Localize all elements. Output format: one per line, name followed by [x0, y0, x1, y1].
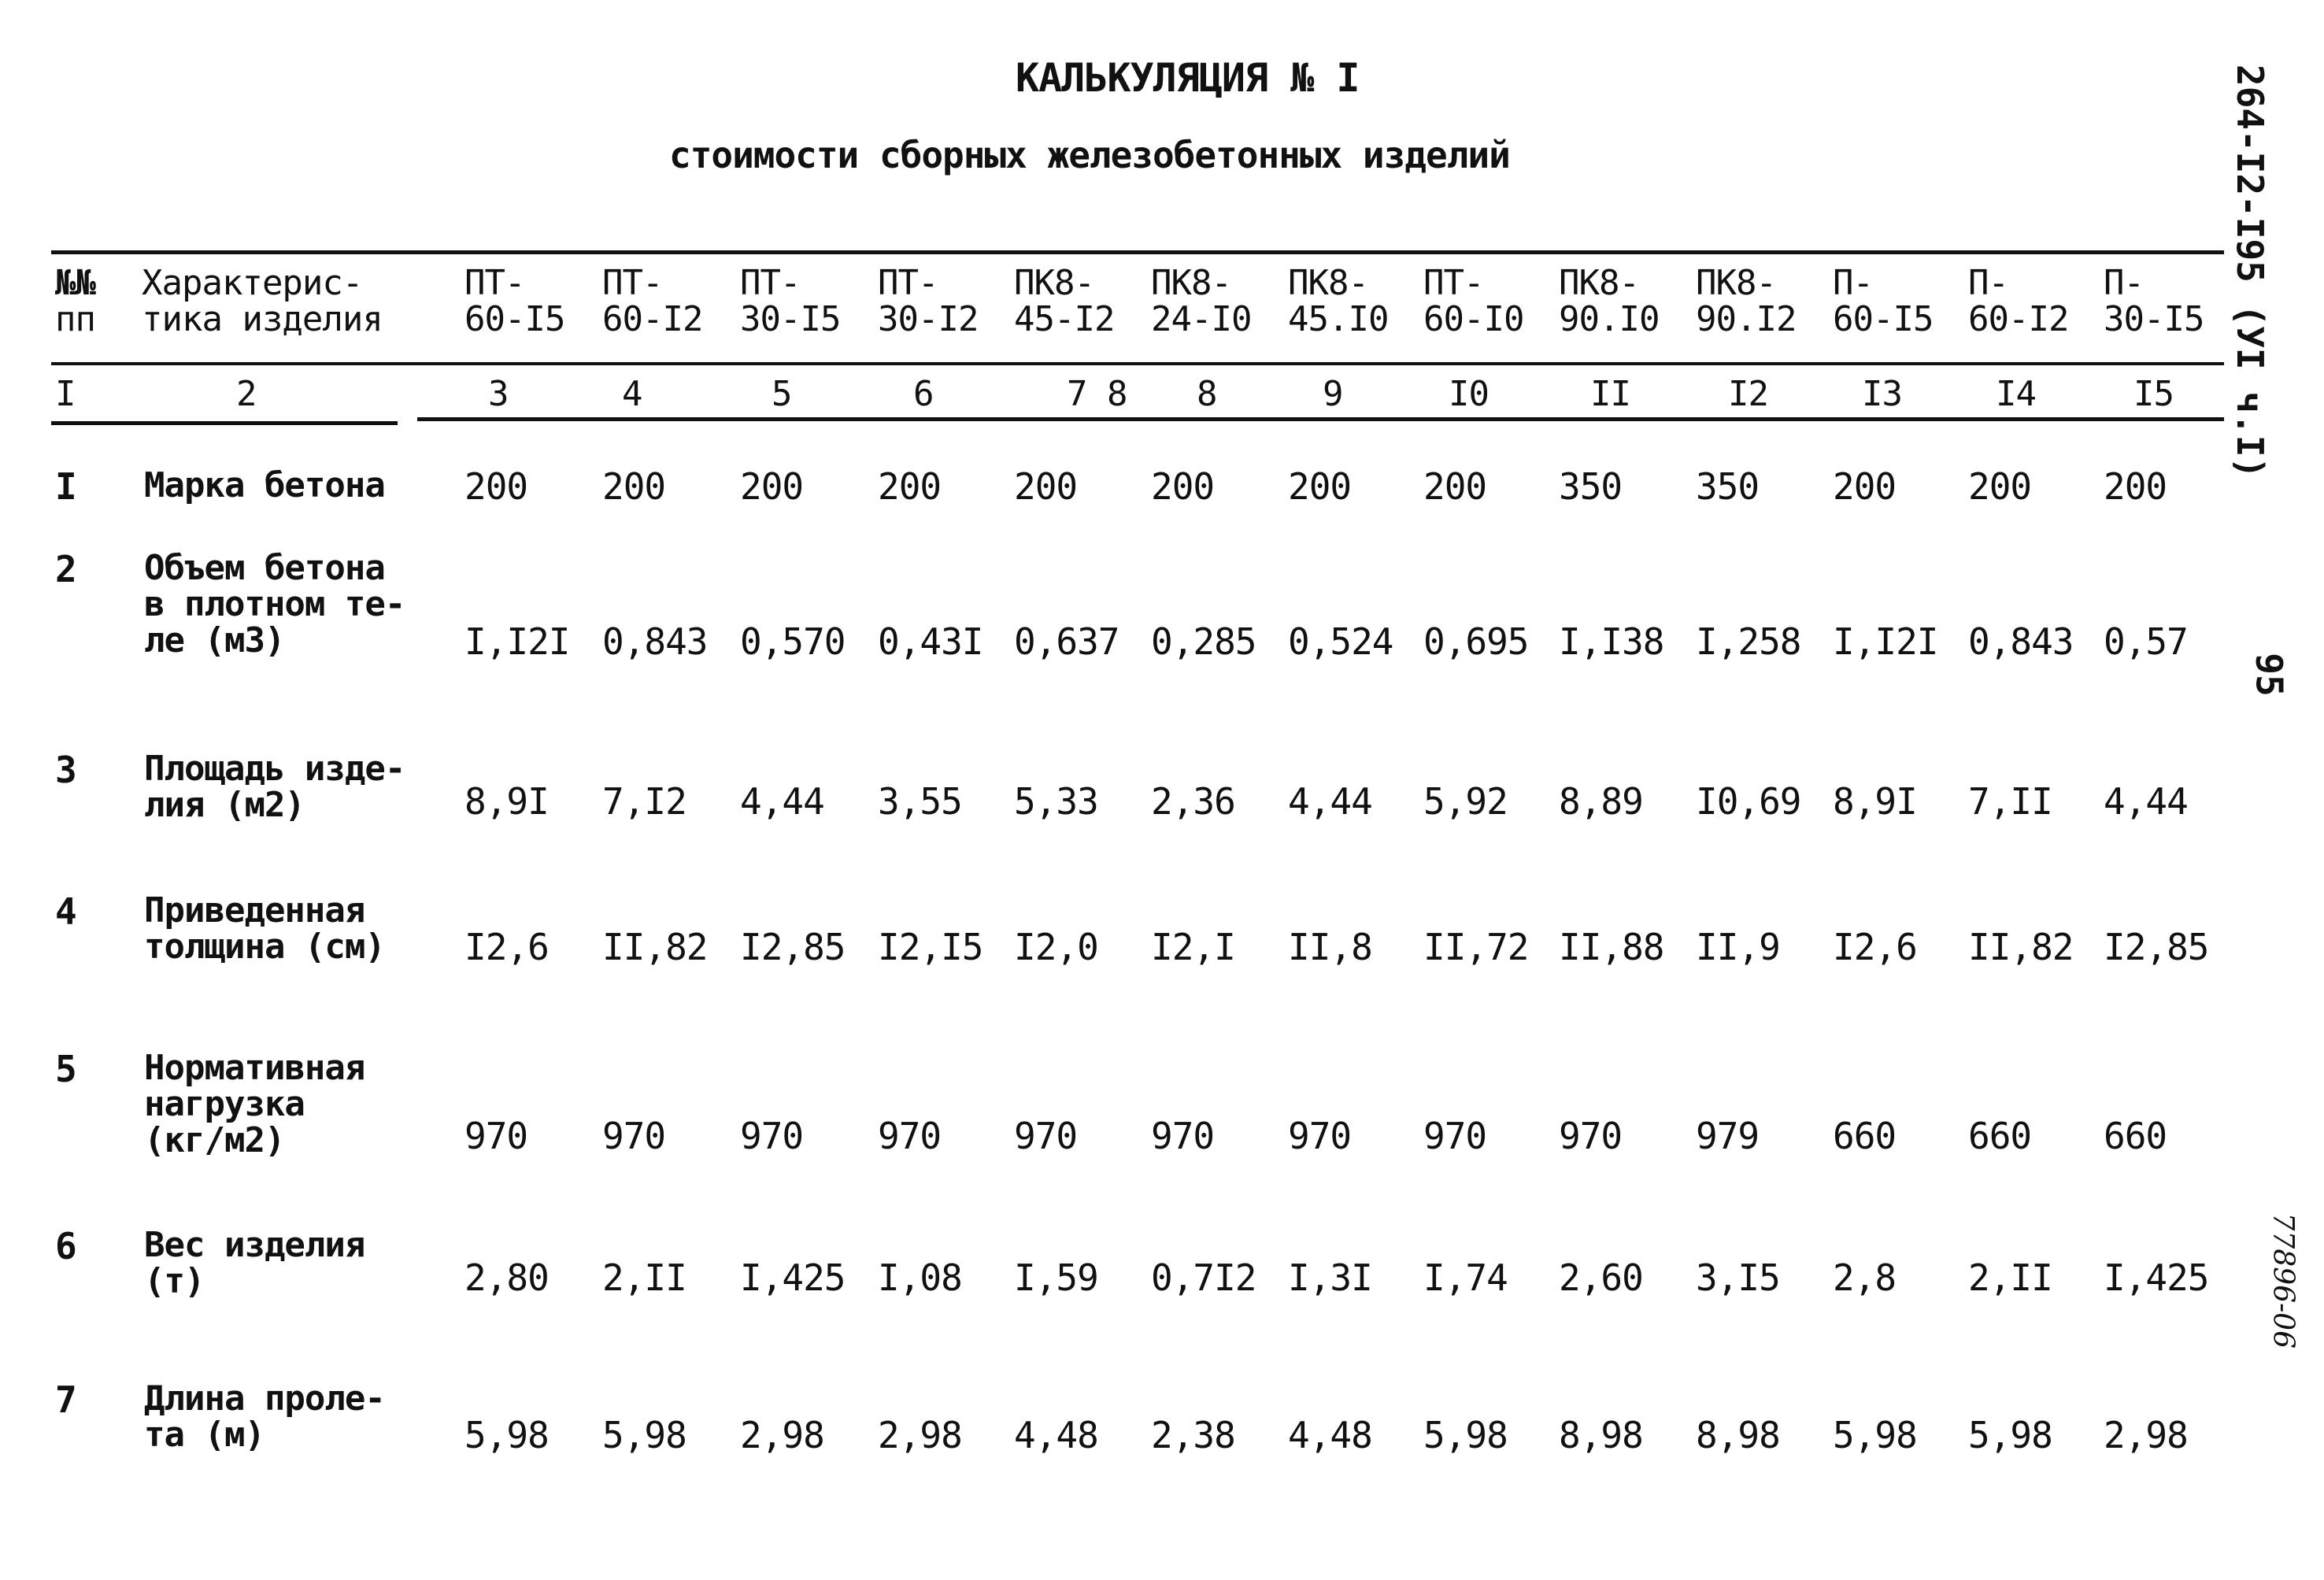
row-number: 6 [55, 1225, 76, 1267]
table-cell: 4,48 [1288, 1414, 1372, 1456]
table-cell: 2,98 [740, 1414, 824, 1456]
column-number: 2 [236, 374, 257, 414]
column-header: П- [1968, 263, 2008, 303]
table-cell: 0,57 [2104, 620, 2188, 663]
column-header: 90.I0 [1559, 299, 1660, 339]
colnum-underline-left [51, 421, 398, 425]
table-cell: II,72 [1423, 926, 1529, 968]
table-cell: 8,98 [1559, 1414, 1643, 1456]
column-number: I3 [1862, 374, 1902, 414]
table-cell: 8,89 [1559, 780, 1643, 823]
table-cell: 7,II [1968, 780, 2052, 823]
table-cell: II,8 [1288, 926, 1372, 968]
header-num-label: пп [55, 299, 95, 339]
header-desc-label: тика изделия [142, 299, 383, 339]
table-top-rule [51, 250, 2224, 254]
header-num-label: №№ [55, 263, 95, 303]
row-description: лия (м2) [144, 785, 305, 825]
table-cell: 200 [2104, 465, 2167, 508]
row-number: 3 [55, 749, 76, 791]
table-cell: 4,44 [2104, 780, 2188, 823]
table-cell: 2,38 [1151, 1414, 1235, 1456]
column-number: 8 [1197, 374, 1217, 414]
table-cell: I,258 [1696, 620, 1801, 663]
table-cell: 970 [878, 1115, 942, 1157]
column-header: П- [2104, 263, 2144, 303]
table-cell: 0,285 [1151, 620, 1256, 663]
row-number: 5 [55, 1048, 76, 1090]
table-cell: 0,570 [740, 620, 846, 663]
table-cell: 0,7I2 [1151, 1256, 1256, 1299]
table-cell: 0,843 [602, 620, 708, 663]
table-cell: I,425 [2104, 1256, 2209, 1299]
table-cell: 970 [740, 1115, 804, 1157]
column-number: I2 [1728, 374, 1768, 414]
table-cell: I2,85 [740, 926, 846, 968]
table-cell: I,74 [1423, 1256, 1508, 1299]
table-cell: II,82 [1968, 926, 2074, 968]
table-cell: 979 [1696, 1115, 1760, 1157]
row-description: нагрузка [144, 1084, 305, 1124]
row-description: Приведенная [144, 890, 365, 931]
table-cell: 2,98 [878, 1414, 962, 1456]
row-number: 4 [55, 890, 76, 933]
column-header: 30-I5 [740, 299, 841, 339]
table-cell: 200 [1288, 465, 1352, 508]
table-cell: 2,II [602, 1256, 686, 1299]
table-cell: I,I2I [464, 620, 570, 663]
table-cell: 970 [1014, 1115, 1078, 1157]
column-header: 30-I5 [2104, 299, 2204, 339]
column-number: 7 8 [1067, 374, 1127, 414]
row-number: 2 [55, 548, 76, 590]
table-cell: 5,98 [1833, 1414, 1917, 1456]
table-cell: 350 [1696, 465, 1760, 508]
column-number: 9 [1323, 374, 1343, 414]
column-header: ПТ- [464, 263, 525, 303]
table-cell: 200 [1423, 465, 1487, 508]
table-cell: 4,44 [1288, 780, 1372, 823]
row-description: Объем бетона [144, 548, 385, 588]
table-cell: 2,8 [1833, 1256, 1897, 1299]
column-header: 60-I5 [1833, 299, 1934, 339]
table-cell: I,I2I [1833, 620, 1938, 663]
table-cell: I,I38 [1559, 620, 1664, 663]
table-cell: I2,I5 [878, 926, 983, 968]
table-cell: 970 [464, 1115, 528, 1157]
table-cell: 0,843 [1968, 620, 2074, 663]
column-number: I5 [2133, 374, 2174, 414]
table-cell: 350 [1559, 465, 1623, 508]
table-cell: 3,I5 [1696, 1256, 1780, 1299]
table-cell: 200 [878, 465, 942, 508]
table-cell: 200 [1968, 465, 2032, 508]
row-description: та (м) [144, 1415, 265, 1455]
table-cell: 970 [1151, 1115, 1215, 1157]
column-header: ПТ- [1423, 263, 1484, 303]
row-description: Нормативная [144, 1048, 365, 1088]
table-cell: I,3I [1288, 1256, 1372, 1299]
table-cell: I,59 [1014, 1256, 1098, 1299]
column-header: ПК8- [1014, 263, 1094, 303]
table-cell: 970 [602, 1115, 666, 1157]
row-description: ле (м3) [144, 620, 285, 660]
table-cell: 4,48 [1014, 1414, 1098, 1456]
table-cell: 2,80 [464, 1256, 549, 1299]
table-cell: 0,524 [1288, 620, 1393, 663]
row-description: в плотном те- [144, 584, 405, 624]
row-description: (кг/м2) [144, 1120, 285, 1160]
table-cell: 660 [1968, 1115, 2032, 1157]
document-title: КАЛЬКУЛЯЦИЯ № I [1016, 55, 1360, 101]
column-number: I [55, 374, 76, 414]
table-cell: 5,98 [1423, 1414, 1508, 1456]
handwritten-note: 77896-06 [2267, 1212, 2300, 1349]
page-number: 95 [2248, 653, 2291, 697]
row-description: Площадь изде- [144, 749, 405, 789]
table-cell: 3,55 [878, 780, 962, 823]
row-description: Длина проле- [144, 1378, 385, 1419]
column-number: I4 [1996, 374, 2036, 414]
column-header: ПТ- [878, 263, 938, 303]
column-number: II [1590, 374, 1630, 414]
column-header: 60-I2 [602, 299, 703, 339]
table-cell: 5,98 [464, 1414, 549, 1456]
header-desc-label: Характерис- [142, 263, 363, 303]
column-header: 90.I2 [1696, 299, 1797, 339]
column-header: 24-I0 [1151, 299, 1252, 339]
table-cell: 0,637 [1014, 620, 1119, 663]
column-header: ПК8- [1151, 263, 1231, 303]
table-cell: 970 [1423, 1115, 1487, 1157]
table-cell: II,88 [1559, 926, 1664, 968]
table-cell: 2,60 [1559, 1256, 1643, 1299]
row-number: 7 [55, 1378, 76, 1421]
table-cell: I,08 [878, 1256, 962, 1299]
table-cell: 8,98 [1696, 1414, 1780, 1456]
row-description: Вес изделия [144, 1225, 365, 1265]
table-cell: II,82 [602, 926, 708, 968]
column-number: 3 [488, 374, 509, 414]
column-header: ПК8- [1288, 263, 1368, 303]
column-header: 60-I0 [1423, 299, 1524, 339]
column-number: I0 [1449, 374, 1489, 414]
table-cell: I2,6 [464, 926, 549, 968]
column-header: 30-I2 [878, 299, 979, 339]
table-cell: 0,43I [878, 620, 983, 663]
table-cell: I0,69 [1696, 780, 1801, 823]
table-cell: 7,I2 [602, 780, 686, 823]
table-cell: I2,6 [1833, 926, 1917, 968]
table-cell: 200 [740, 465, 804, 508]
column-number: 4 [622, 374, 642, 414]
document-subtitle: стоимости сборных железобетонных изделий [669, 134, 1510, 176]
table-cell: 970 [1559, 1115, 1623, 1157]
table-cell: 2,98 [2104, 1414, 2188, 1456]
table-cell: 200 [602, 465, 666, 508]
table-cell: 200 [464, 465, 528, 508]
table-cell: 200 [1014, 465, 1078, 508]
column-header: ПК8- [1696, 263, 1776, 303]
table-cell: 200 [1151, 465, 1215, 508]
table-cell: 2,36 [1151, 780, 1235, 823]
table-cell: I,425 [740, 1256, 846, 1299]
colnum-underline-right [417, 417, 2224, 421]
table-cell: 660 [2104, 1115, 2167, 1157]
column-header: 60-I5 [464, 299, 565, 339]
table-cell: 8,9I [1833, 780, 1917, 823]
column-number: 6 [913, 374, 934, 414]
column-header: П- [1833, 263, 1873, 303]
table-cell: I2,0 [1014, 926, 1098, 968]
column-header: 60-I2 [1968, 299, 2069, 339]
column-header: ПТ- [602, 263, 663, 303]
row-description: Марка бетона [144, 465, 385, 505]
side-document-code: 264-I2-I95 (УI ч.I) [2229, 64, 2271, 479]
column-header: 45.I0 [1288, 299, 1389, 339]
table-cell: 2,II [1968, 1256, 2052, 1299]
column-number: 5 [772, 374, 792, 414]
column-header: ПК8- [1559, 263, 1639, 303]
row-description: (т) [144, 1261, 205, 1301]
column-header: ПТ- [740, 263, 801, 303]
table-cell: 5,92 [1423, 780, 1508, 823]
table-cell: 8,9I [464, 780, 549, 823]
row-number: I [55, 465, 76, 508]
table-cell: 200 [1833, 465, 1897, 508]
table-cell: 5,98 [1968, 1414, 2052, 1456]
column-header: 45-I2 [1014, 299, 1115, 339]
table-cell: I2,I [1151, 926, 1235, 968]
table-cell: 660 [1833, 1115, 1897, 1157]
header-bottom-rule [51, 362, 2224, 365]
table-cell: 5,98 [602, 1414, 686, 1456]
row-description: толщина (см) [144, 927, 385, 967]
table-cell: 5,33 [1014, 780, 1098, 823]
table-cell: 970 [1288, 1115, 1352, 1157]
table-cell: I2,85 [2104, 926, 2209, 968]
table-cell: 4,44 [740, 780, 824, 823]
table-cell: 0,695 [1423, 620, 1529, 663]
table-cell: II,9 [1696, 926, 1780, 968]
